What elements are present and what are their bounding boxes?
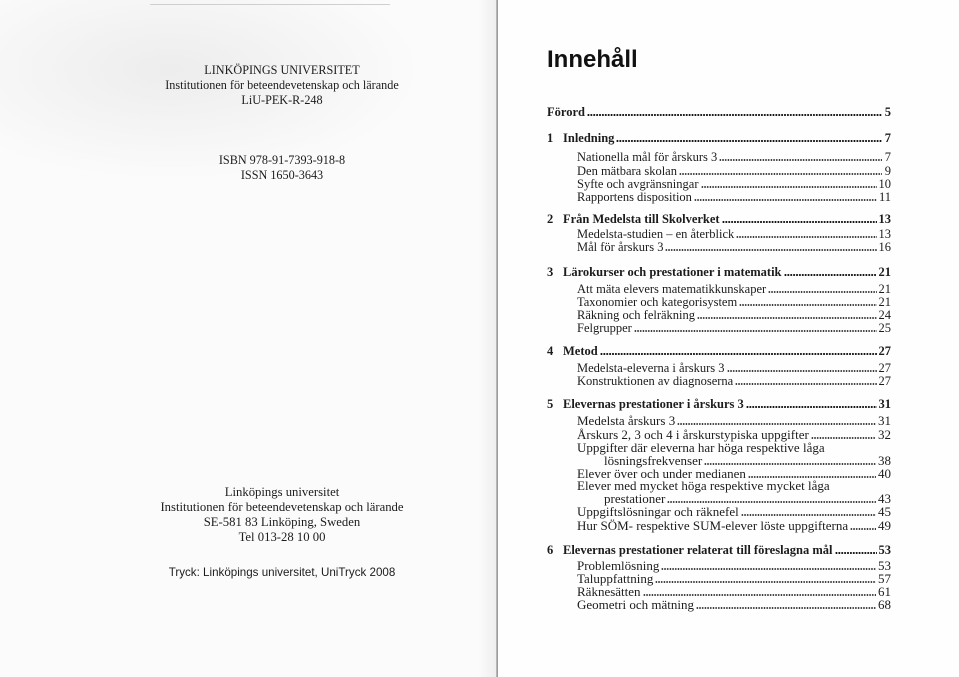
toc-chapter-row	[547, 131, 891, 145]
dot-leader	[667, 501, 876, 503]
chapter-number: 2	[547, 212, 554, 226]
toc-chapter-title: Från Medelsta till Skolverket	[563, 212, 720, 226]
toc-section-row	[577, 227, 891, 241]
toc-section-title: Konstruktionen av diagnoserna	[577, 374, 734, 388]
issn: ISSN 1650-3643	[240, 168, 324, 182]
toc-page-number: 13	[878, 227, 891, 241]
toc-section-row	[577, 240, 891, 254]
toc-section-row	[577, 361, 891, 375]
toc-chapter-row	[547, 344, 891, 358]
dot-leader	[811, 437, 876, 439]
dot-leader	[741, 514, 876, 516]
toc-section-row	[577, 374, 891, 388]
toc-chapter-title: Lärokurser och prestationer i matematik	[563, 265, 782, 279]
toc-section-title: Medelsta-eleverna i årskurs 3	[577, 361, 725, 375]
toc-page-number: 7	[884, 131, 891, 145]
toc-section-title: Problemlösning	[577, 558, 660, 573]
toc-page-number: 11	[878, 190, 891, 204]
toc-page-number: 38	[878, 453, 891, 468]
dot-leader	[719, 159, 882, 161]
chapter-number: 4	[547, 344, 554, 358]
toc-chapter-title: Elevernas prestationer relaterat till föreslagna mål	[563, 543, 833, 557]
address-postal: SE-581 83 Linköping, Sweden	[203, 515, 361, 529]
toc-section-title: Nationella mål för årskurs 3	[577, 150, 718, 164]
dot-leader	[768, 291, 876, 293]
toc-page-number: 45	[878, 504, 891, 519]
chapter-number: 3	[547, 265, 554, 279]
printer-credit: Tryck: Linköpings universitet, UniTryck 2008	[168, 566, 396, 579]
right-page-toc	[498, 0, 959, 677]
toc-section-title-continuation: prestationer	[604, 491, 666, 506]
toc-chapter-title: Elevernas prestationer i årskurs 3	[563, 397, 744, 411]
toc-page-number: 57	[878, 571, 891, 586]
toc-page-number: 16	[878, 240, 891, 254]
toc-page-number: 43	[878, 491, 891, 506]
dot-leader	[696, 607, 876, 609]
dot-leader	[661, 568, 876, 570]
dot-leader	[600, 353, 877, 355]
toc-page-number: 21	[878, 282, 891, 296]
toc-chapter-title: Metod	[563, 344, 598, 358]
toc-section-title: Uppgiftslösningar och räknefel	[577, 504, 739, 519]
toc-title: Innehåll	[547, 46, 638, 73]
toc-section-title: Räknesätten	[577, 584, 641, 599]
toc-page-number: 27	[878, 344, 891, 358]
toc-page-number: 40	[878, 466, 891, 481]
dot-leader	[727, 370, 877, 372]
dot-leader	[722, 221, 877, 223]
toc-section-row	[577, 150, 891, 164]
toc-section-title-continuation: lösningsfrekvenser	[604, 453, 703, 468]
toc-section-title: Medelsta årskurs 3	[577, 413, 676, 428]
fold-shadow	[478, 0, 496, 677]
dot-leader	[701, 186, 877, 188]
toc-section-row	[577, 308, 891, 322]
toc-section-title: Räkning och felräkning	[577, 308, 696, 322]
toc-section-title: Felgrupper	[577, 321, 632, 335]
department-name: Institutionen för beteendevetenskap och lärande	[165, 78, 399, 92]
toc-section-title: Uppgifter där eleverna har höga respektive låga	[577, 440, 825, 455]
chapter-number: 5	[547, 397, 554, 411]
toc-page-number: 53	[878, 543, 891, 557]
dot-leader	[587, 114, 882, 116]
toc-section-title: Att mäta elevers matematikkunskaper	[577, 282, 767, 296]
address-phone: Tel 013-28 10 00	[238, 530, 326, 544]
toc-page-number: 9	[884, 164, 891, 178]
toc-page-number: 31	[878, 413, 891, 428]
dot-leader	[746, 406, 877, 408]
dot-leader	[704, 463, 876, 465]
toc-section-title: Taluppfattning	[577, 571, 654, 586]
toc-page-number: 5	[884, 105, 891, 119]
toc-section-row	[577, 519, 891, 533]
toc-section-title: Syfte och avgränsningar	[577, 177, 699, 191]
toc-section-title: Hur SÖM- respektive SUM-elever löste uppgifterna	[577, 518, 849, 533]
toc-section-title: Elever över och under medianen	[577, 466, 746, 481]
toc-page-number: 53	[878, 558, 891, 573]
dot-leader	[835, 552, 877, 554]
toc-section-title: Rapportens disposition	[577, 190, 692, 204]
toc-page-number: 25	[878, 321, 891, 335]
toc-chapter-row	[547, 397, 891, 411]
toc-section-title: Mål för årskurs 3	[577, 240, 664, 254]
toc-preface-row	[547, 105, 891, 119]
toc-page-number: 49	[878, 518, 891, 533]
dot-leader	[679, 173, 882, 175]
chapter-number: 1	[547, 131, 554, 145]
toc-chapter-title: Inledning	[563, 131, 615, 145]
toc-page-number: 27	[878, 361, 891, 375]
toc-section-row	[577, 598, 891, 612]
toc-section-row	[577, 282, 891, 296]
toc-section-title: Medelsta-studien – en återblick	[577, 227, 735, 241]
dot-leader	[665, 249, 876, 251]
toc-section-title: Geometri och mätning	[577, 597, 694, 612]
toc-chapter-row	[547, 543, 891, 557]
dot-leader	[616, 140, 882, 142]
toc-section-row	[577, 190, 891, 204]
toc-section-title: Taxonomier och kategorisystem	[577, 295, 738, 309]
dot-leader	[850, 528, 876, 530]
toc-section-title: Årskurs 2, 3 och 4 i årskurstypiska uppgifter	[577, 427, 809, 442]
toc-section-row	[577, 295, 891, 309]
toc-page-number: 32	[878, 427, 891, 442]
toc-page-number: 61	[878, 584, 891, 599]
scan-artifact-line	[150, 4, 390, 5]
toc-section-row	[577, 177, 891, 191]
toc-page-number: 7	[884, 150, 891, 164]
toc-page-number: 27	[878, 374, 891, 388]
toc-chapter-row	[547, 265, 891, 279]
dot-leader	[697, 317, 876, 319]
isbn: ISBN 978-91-7393-918-8	[218, 153, 346, 167]
dot-leader	[784, 274, 877, 276]
dot-leader	[736, 236, 876, 238]
dot-leader	[735, 383, 876, 385]
toc-page-number: 10	[878, 177, 891, 191]
toc-page-number: 24	[878, 308, 891, 322]
dot-leader	[634, 330, 877, 332]
toc-section-row	[577, 414, 891, 428]
dot-leader	[739, 304, 876, 306]
toc-page-number: 21	[878, 265, 891, 279]
toc-page-number: 21	[878, 295, 891, 309]
address-department: Institutionen för beteendevetenskap och lärande	[160, 500, 404, 514]
toc-section-row	[577, 164, 891, 178]
chapter-number: 6	[547, 543, 554, 557]
dot-leader	[694, 199, 877, 201]
toc-chapter-row	[547, 212, 891, 226]
toc-section-row	[577, 321, 891, 335]
toc-section-title: Elever med mycket höga respektive mycket låga	[577, 478, 830, 493]
toc-section-title: Den mätbara skolan	[577, 164, 677, 178]
address-university: Linköpings universitet	[224, 485, 340, 499]
toc-section-row	[577, 505, 891, 519]
report-id: LiU-PEK-R-248	[241, 93, 323, 107]
toc-page-number: 68	[878, 597, 891, 612]
dot-leader	[655, 581, 876, 583]
dot-leader	[643, 594, 876, 596]
university-name: LINKÖPINGS UNIVERSITET	[204, 63, 360, 77]
toc-page-number: 13	[878, 212, 891, 226]
toc-page-number: 31	[878, 397, 891, 411]
toc-preface-title: Förord	[547, 105, 585, 119]
dot-leader	[677, 423, 876, 425]
